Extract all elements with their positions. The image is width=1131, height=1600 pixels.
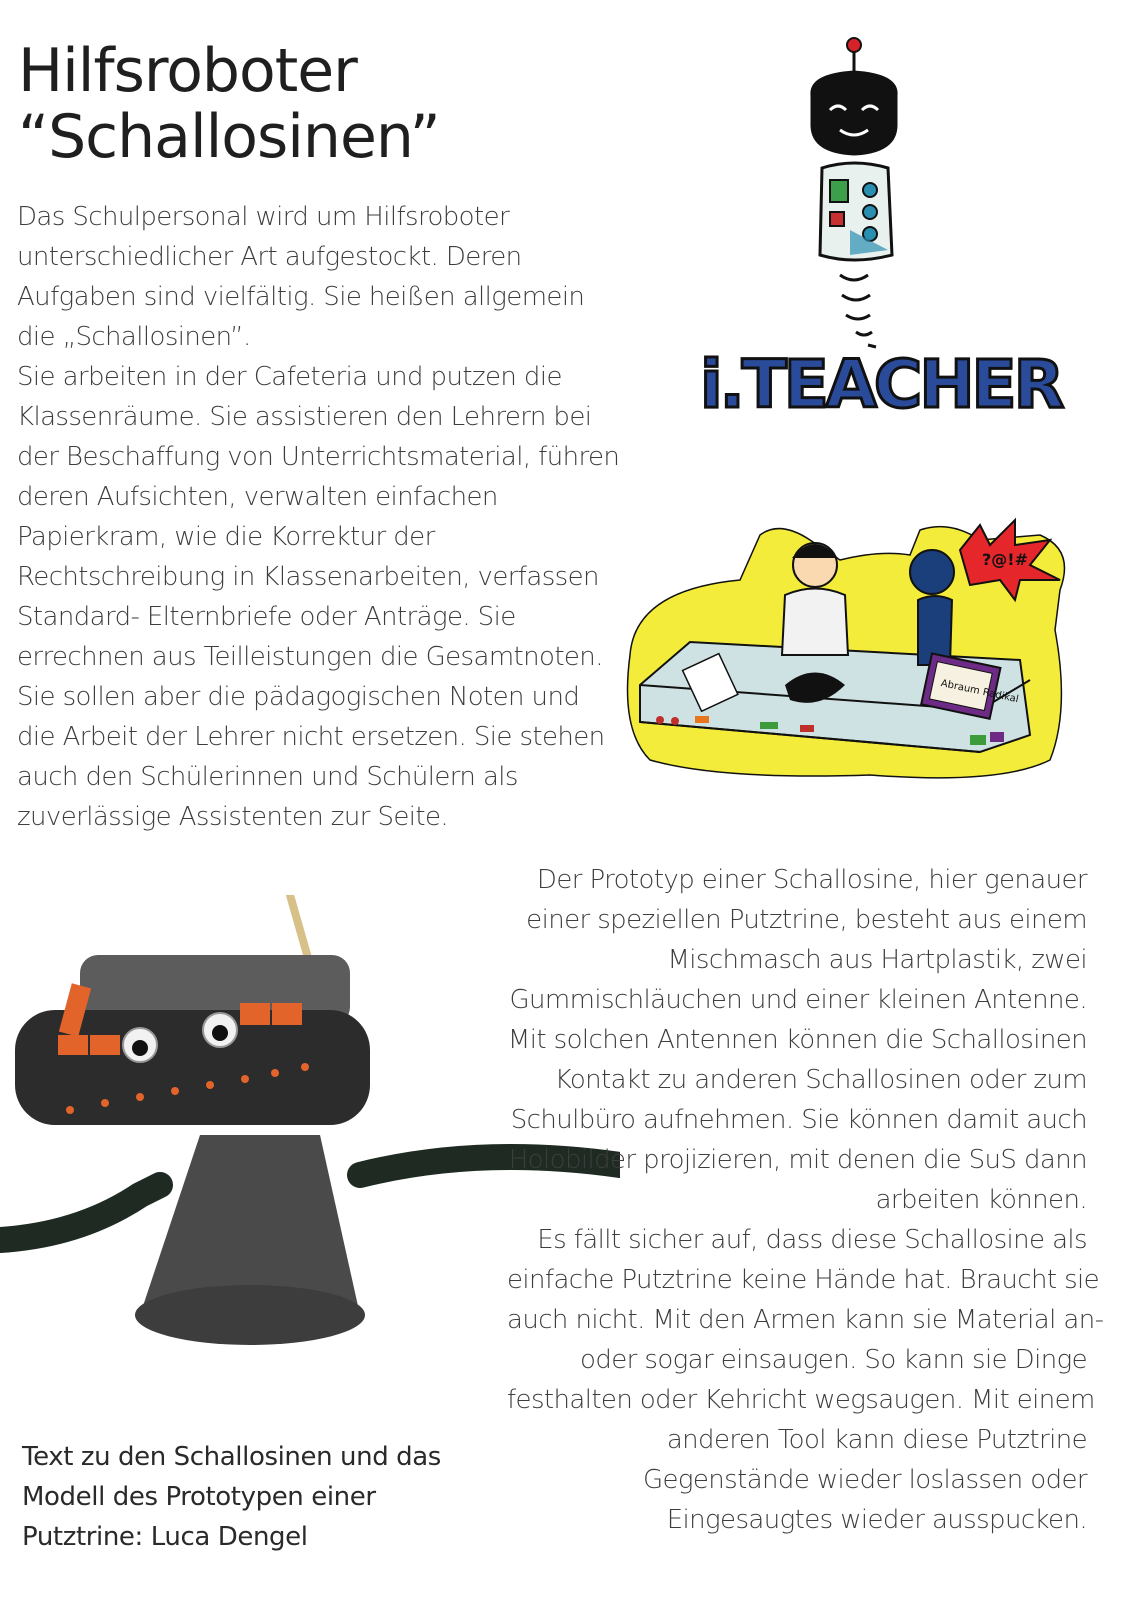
- credit-caption: [22, 1437, 482, 1557]
- credit-line: Modell des Prototypen einer: [22, 1482, 376, 1512]
- intro-line: deren Aufsichten, verwalten einfachen: [17, 482, 498, 512]
- intro-line: zuverlässige Assistenten zur Seite.: [17, 802, 449, 832]
- intro-line: errechnen aus Teilleistungen die Gesamtnoten.: [17, 642, 603, 672]
- prototype-line: auch nicht. Mit den Armen kann sie Material an-: [507, 1305, 1104, 1335]
- prototype-line: Mischmasch aus Hartplastik, zwei: [667, 945, 1087, 975]
- prototype-line: einfache Putztrine keine Hände hat. Braucht sie: [507, 1265, 1100, 1295]
- prototype-line: oder sogar einsaugen. So kann sie Dinge: [580, 1345, 1087, 1375]
- intro-line: Papierkram, wie die Korrektur der: [17, 522, 435, 552]
- prototype-line: Der Prototyp einer Schallosine, hier genauer: [536, 865, 1087, 895]
- prototype-line: Gegenstände wieder loslassen oder: [642, 1465, 1087, 1495]
- intro-line: der Beschaffung von Unterrichtsmaterial, führen: [17, 442, 620, 472]
- prototype-line: festhalten oder Kehricht wegsaugen. Mit einem: [507, 1385, 1095, 1415]
- prototype-line: Gummischläuchen und einer kleinen Antenne.: [509, 985, 1087, 1015]
- credit-line: Text zu den Schallosinen und das: [22, 1442, 441, 1472]
- title-line-1: Hilfsroboter: [18, 36, 357, 106]
- scene-speech-text: ?@!#: [982, 550, 1028, 569]
- prototype-line: anderen Tool kann diese Putztrine: [666, 1425, 1087, 1455]
- prototype-line: Schulbüro aufnehmen. Sie können damit auch: [510, 1105, 1087, 1135]
- intro-line: Aufgaben sind vielfältig. Sie heißen allgemein: [17, 282, 585, 312]
- intro-line: die „Schallosinen”.: [17, 322, 251, 352]
- intro-line: Sie sollen aber die pädagogischen Noten und: [17, 682, 580, 712]
- intro-line: auch den Schülerinnen und Schülern als: [17, 762, 518, 792]
- page-title: [18, 38, 578, 170]
- intro-line: Sie arbeiten in der Cafeteria und putzen die: [17, 362, 562, 392]
- prototype-line: arbeiten können.: [875, 1185, 1087, 1215]
- prototype-paragraph: [507, 860, 1104, 1540]
- prototype-line: Eingesaugtes wieder ausspucken.: [666, 1505, 1087, 1535]
- intro-paragraph: [17, 197, 620, 837]
- intro-line: Das Schulpersonal wird um Hilfsroboter: [17, 202, 510, 232]
- prototype-line: Kontakt zu anderen Schallosinen oder zum: [554, 1065, 1087, 1095]
- prototype-line: Es fällt sicher auf, dass diese Schallosine als: [537, 1225, 1087, 1255]
- credit-line: Putztrine: Luca Dengel: [22, 1522, 308, 1552]
- prototype-line: Mit solchen Antennen können die Schallosinen: [507, 1025, 1087, 1055]
- iteacher-logo-text: i.TEACHER: [700, 346, 1062, 423]
- intro-line: Standard- Elternbriefe oder Anträge. Sie: [17, 602, 516, 632]
- intro-line: unterschiedlicher Art aufgestockt. Deren: [17, 242, 522, 272]
- intro-line: die Arbeit der Lehrer nicht ersetzen. Sie stehen: [17, 722, 605, 752]
- prototype-line: Holobilder projizieren, mit denen die SuS dann: [508, 1145, 1087, 1175]
- prototype-line: einer speziellen Putztrine, besteht aus einem: [526, 905, 1087, 935]
- intro-line: Klassenräume. Sie assistieren den Lehrern bei: [17, 402, 592, 432]
- title-line-2: “Schallosinen”: [18, 102, 440, 172]
- intro-line: Rechtschreibung in Klassenarbeiten, verfassen: [17, 562, 599, 592]
- scene-box-text: Abraum Radikal: [939, 678, 1020, 706]
- classroom-scene-drawing: [620, 510, 1080, 790]
- iteacher-logo: [700, 335, 1062, 445]
